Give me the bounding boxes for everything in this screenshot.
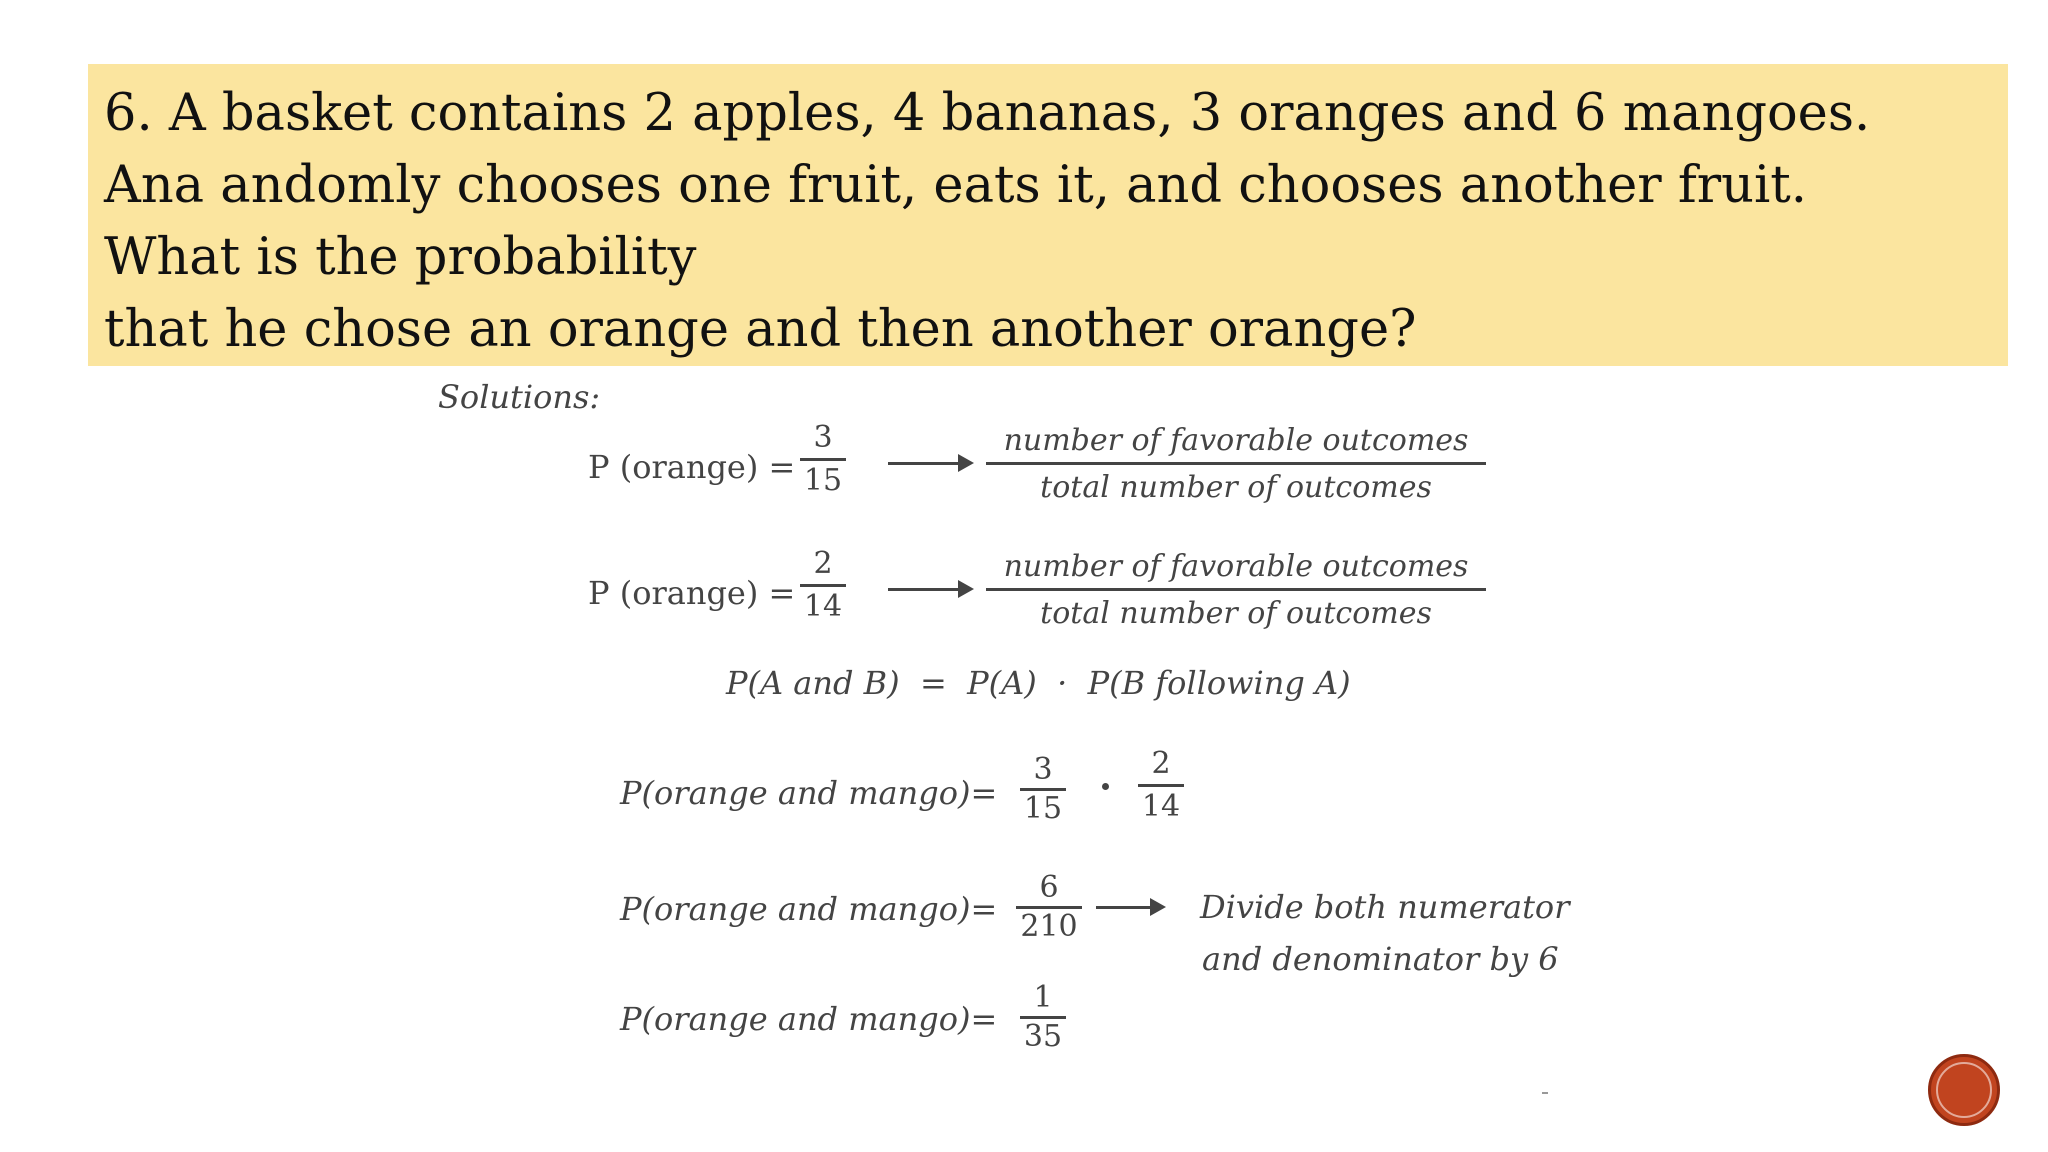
step2-word-denominator: total number of outcomes: [1040, 596, 1432, 631]
step4-numerator: 6: [1039, 870, 1059, 905]
problem-statement-box: [88, 64, 2008, 366]
arrow-icon: [1096, 906, 1162, 909]
problem-line-3: What is the probability: [104, 228, 697, 287]
step1-fraction: [800, 418, 846, 501]
step3-fraction-2: [1138, 744, 1184, 827]
step2-fraction: [800, 544, 846, 627]
multiplication-dot: [1102, 783, 1109, 790]
step1-word-numerator: number of favorable outcomes: [1003, 423, 1469, 458]
step3-label: P(orange and mango)=: [620, 774, 998, 812]
step5-numerator: 1: [1033, 980, 1053, 1015]
solutions-heading: Solutions:: [438, 378, 601, 416]
step2-word-numerator: number of favorable outcomes: [1003, 549, 1469, 584]
step1-denominator: 15: [803, 463, 843, 498]
step1-word-denominator: total number of outcomes: [1040, 470, 1432, 505]
step3-f1-numerator: 3: [1033, 752, 1053, 787]
step2-word-fraction: [986, 546, 1486, 637]
step3-f1-denominator: 15: [1023, 791, 1063, 826]
problem-line-4: that he chose an orange and then another orange?: [104, 300, 1417, 359]
step1-word-fraction: [986, 420, 1486, 511]
stray-mark: [1542, 1092, 1548, 1094]
step4-fraction: [1016, 870, 1082, 945]
step5-denominator: 35: [1023, 1019, 1063, 1054]
step4-label: P(orange and mango)=: [620, 890, 998, 928]
problem-line-2: Ana andomly chooses one fruit, eats it, and chooses another fruit.: [104, 156, 1807, 215]
arrow-icon: [888, 588, 970, 591]
step2-numerator: 2: [813, 546, 833, 581]
step4-note-line-2: and denominator by 6: [1202, 940, 1559, 978]
step2-label: P (orange) =: [588, 574, 796, 612]
arrow-icon: [888, 462, 970, 465]
step5-label: P(orange and mango)=: [620, 1000, 998, 1038]
problem-line-1: 6. A basket contains 2 apples, 4 bananas, 3 oranges and 6 mangoes.: [104, 84, 1871, 143]
step3-f2-numerator: 2: [1151, 746, 1171, 781]
step1-numerator: 3: [813, 420, 833, 455]
step2-denominator: 14: [803, 589, 843, 624]
step4-denominator: 210: [1020, 909, 1078, 944]
step5-fraction: [1020, 980, 1066, 1055]
step4-note-line-1: Divide both numerator: [1200, 888, 1570, 926]
step3-fraction-1: [1020, 752, 1066, 827]
step1-label: P (orange) =: [588, 448, 796, 486]
step3-f2-denominator: 14: [1141, 789, 1181, 824]
probability-formula: P(A and B) = P(A) · P(B following A): [726, 664, 1351, 702]
slide-badge-icon[interactable]: [1928, 1054, 2000, 1126]
